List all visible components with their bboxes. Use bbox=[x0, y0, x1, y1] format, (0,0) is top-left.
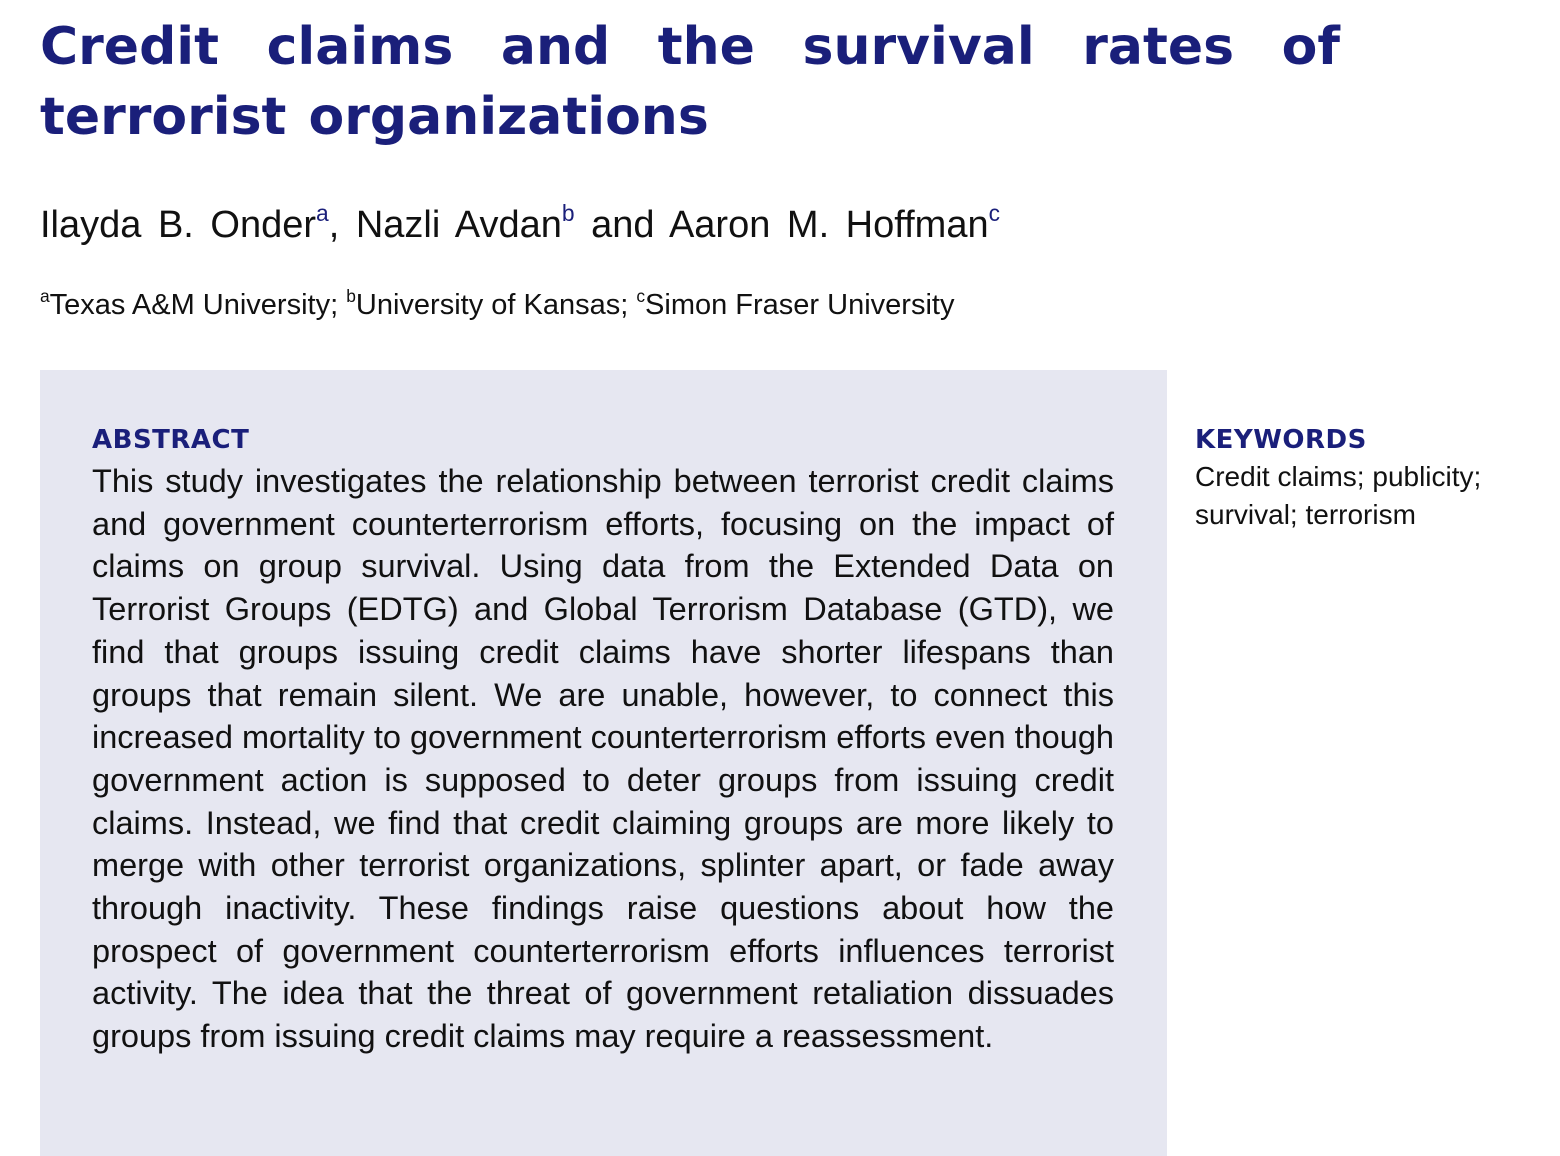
author-name: Nazli Avdan bbox=[355, 204, 562, 246]
abstract-box bbox=[40, 370, 1167, 1156]
abstract-text: This study investigates the relationship between terrorist credit claims and government counterterrorism efforts, focusing on the impact of claims on group survival. Using data from the Extended Data on Terrorist Groups (EDTG) and Global Terrorism Database (GTD), we find that groups issuing credit claims have shorter lifespans than groups that remain silent. We are unable, however, to connect this increased mortality to government counterterrorism efforts even though government action is supposed to deter groups from issuing credit claims. Instead, we find that credit claiming groups are more likely to merge with other terrorist organizations, splinter apart, or fade away through inactivity. These findings raise questions about how the prospect of government counterterrorism efforts influences terrorist activity. The idea that the threat of government retaliation dissuades groups from issuing credit claims may require a reassessment. bbox=[92, 463, 1114, 1055]
author-separator: and bbox=[574, 204, 669, 246]
keywords-heading: KEYWORDS bbox=[1195, 425, 1367, 455]
abstract-heading: ABSTRACT bbox=[92, 425, 250, 455]
article-title: Credit claims and the survival rates of terrorist organizations bbox=[40, 17, 1340, 147]
affiliation-mark: c bbox=[636, 285, 646, 306]
affiliation-list bbox=[40, 285, 954, 325]
author-separator: , bbox=[328, 204, 356, 246]
affiliation-name: Texas A&M University; bbox=[49, 289, 339, 321]
author-name: Ilayda B. Onder bbox=[40, 204, 317, 246]
author-affiliation-mark: a bbox=[316, 200, 329, 227]
affiliation-mark: a bbox=[40, 285, 50, 306]
affiliation-mark: b bbox=[346, 285, 356, 306]
affiliation-name: University of Kansas; bbox=[355, 289, 629, 321]
author-affiliation-mark: c bbox=[988, 200, 1001, 227]
author-affiliation-mark: b bbox=[561, 200, 575, 227]
author-name: Aaron M. Hoffman bbox=[668, 204, 989, 246]
author-list bbox=[40, 200, 1000, 250]
keywords-text: Credit claims; publicity; survival; terrorism bbox=[1195, 461, 1482, 530]
affiliation-name: Simon Fraser University bbox=[645, 289, 955, 321]
